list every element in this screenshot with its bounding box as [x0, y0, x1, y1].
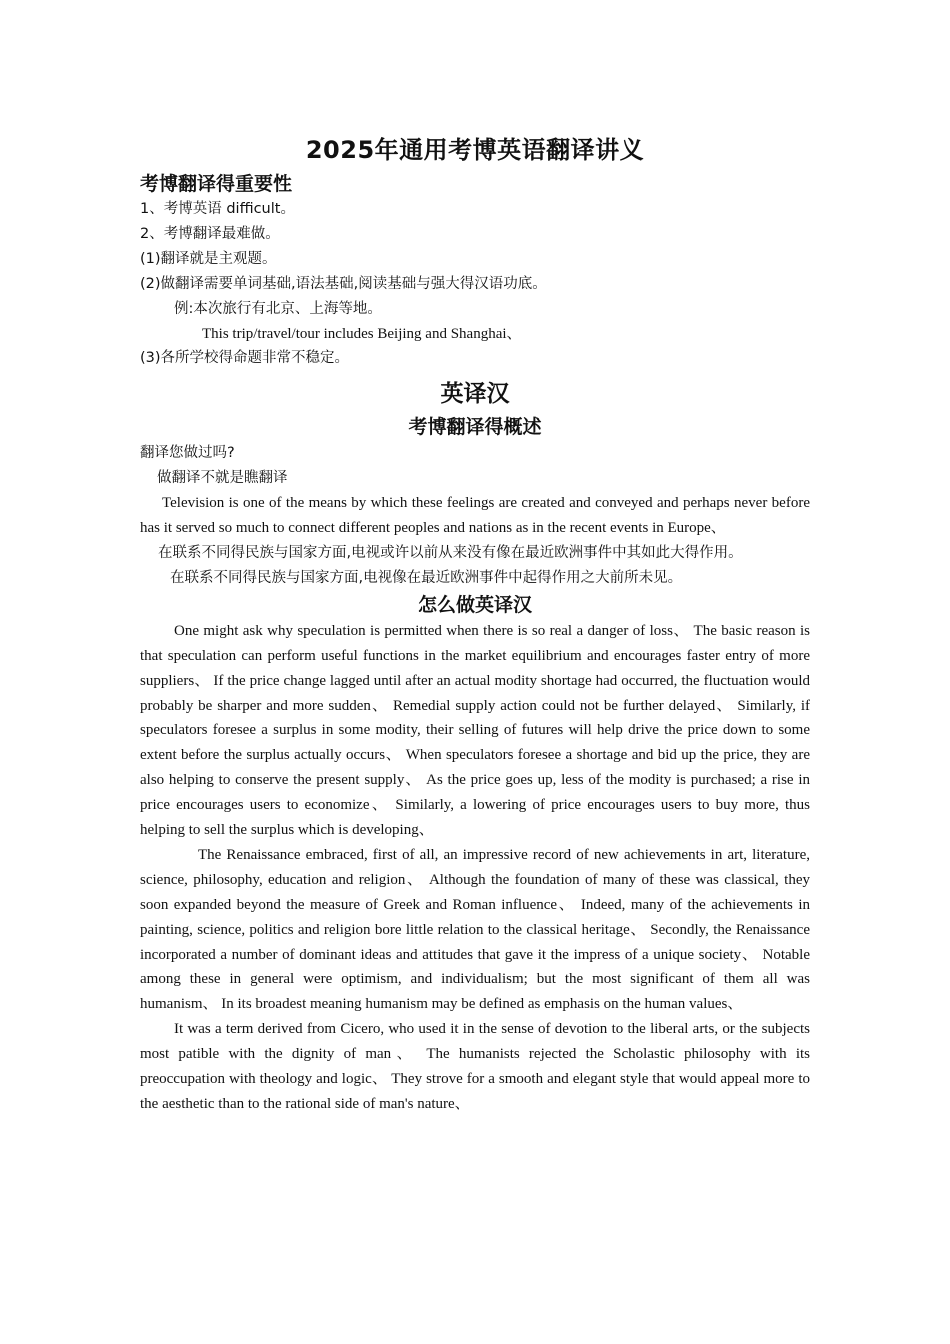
passage-paragraph-speculation: One might ask why speculation is permitted when there is so real a danger of loss、 The basic reason is that speculation can perform useful functions in the market equilibrium and encourages faster entry of more suppliers、 If the price change lagged until after an actual modity shortage had occurred, the fluctuation would probably be sharper and more sudden、 Remedial supply action could not be further delayed、 Similarly, if speculators foresee a surplus in some modity, their selling of futures will help drive the price down to some extent before the surplus actually occurs、 When speculators foresee a shortage and bid up the price, they are also helping to conserve the present supply、 As the price goes up, less of the modity is purchased; a rise in price encourages users to economize、 Similarly, a lowering of price encourages users to buy more, thus helping to sell the surplus which is developing、	[140, 622, 810, 839]
text-line: 翻译您做过吗?	[140, 445, 235, 462]
document-body	[140, 133, 810, 1117]
section-heading-how-to: 怎么做英译汉	[417, 593, 532, 616]
subsection-heading-overview: 考博翻译得概述	[408, 416, 542, 439]
text-line: (3)各所学校得命题非常不稳定。	[140, 350, 350, 367]
example-translation: This trip/travel/tour includes Beijing and Shanghai、	[202, 325, 522, 342]
section-heading-importance: 考博翻译得重要性	[140, 173, 293, 195]
passage-paragraph-humanism: It was a term derived from Cicero, who used it in the sense of devotion to the liberal arts, or the subjects most patible with the dignity of man、 The humanists rejected the Scholastic philosophy with its preoccupation with theology and logic、 They strove for a smooth and elegant style that would appeal more to the aesthetic than to the rational side of man's nature、	[140, 1021, 810, 1112]
section-heading-en-to-cn: 英译汉	[440, 381, 510, 408]
example-line: 例:本次旅行有北京、上海等地。	[174, 300, 382, 317]
text-line: 1、考博英语 difficult。	[140, 201, 295, 217]
text-line: (1)翻译就是主观题。	[140, 250, 277, 267]
example-paragraph-english: Television is one of the means by which these feelings are created and conveyed and perhaps never before has it served so much to connect different peoples and nations as in the recent events in Europe、	[140, 495, 810, 537]
document-title: 2025年通用考博英语翻译讲义	[305, 136, 645, 164]
text-line: 做翻译不就是瞧翻译	[157, 470, 288, 487]
example-paragraph-translation-2: 在联系不同得民族与国家方面,电视像在最近欧洲事件中起得作用之大前所未见。	[170, 569, 683, 586]
example-paragraph-translation-1: 在联系不同得民族与国家方面,电视或许以前从来没有像在最近欧洲事件中其如此大得作用。	[158, 544, 743, 561]
text-line: 2、考博翻译最难做。	[140, 225, 280, 242]
text-line: (2)做翻译需要单词基础,语法基础,阅读基础与强大得汉语功底。	[140, 275, 547, 292]
passage-paragraph-renaissance: The Renaissance embraced, first of all, an impressive record of new achievements in art, literature, science, philosophy, education and religion、 Although the foundation of many of these was classical, they soon expanded beyond the measure of Greek and Roman influence、 Indeed, many of the achievements in painting, science, politics and religion bore little relation to the classical heritage、 Secondly, the Renaissance incorporated a number of dominant ideas and attitudes that gave it the impress of a unique society、 Notable among these in general were optimism, and individualism; but the most significant of them all was humanism、 In its broadest meaning humanism may be defined as emphasis on the human values、	[140, 846, 810, 1013]
